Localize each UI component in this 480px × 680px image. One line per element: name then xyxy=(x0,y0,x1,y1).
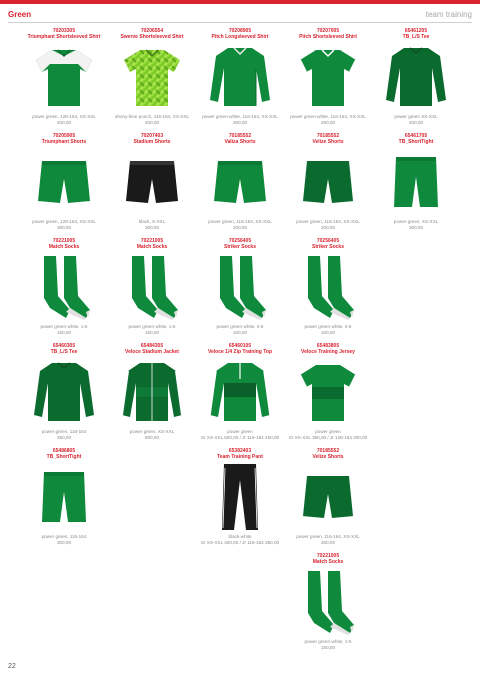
product-description: ebony-lime punch, 116-164, XS-XXL xyxy=(114,114,190,119)
product-price: 400,00 xyxy=(144,120,160,125)
jersey-lime-pattern-icon xyxy=(116,42,188,112)
product-card xyxy=(109,133,196,238)
product-price: 200,00 xyxy=(232,225,248,230)
product-description: power green, 116-164 xyxy=(41,534,87,539)
product-code: 70207403 xyxy=(140,133,164,139)
product-card xyxy=(21,448,108,553)
shorts-black-icon xyxy=(116,147,188,217)
product-code: 70207005 xyxy=(316,28,340,34)
product-name: Striker Socks xyxy=(312,244,344,250)
product-card xyxy=(197,28,284,133)
product-name: Veloce Stadium Jacket xyxy=(125,349,179,355)
product-price: 150,00 xyxy=(56,330,72,335)
shorts-dark-green-icon xyxy=(292,462,364,532)
page-number: 22 xyxy=(8,663,16,670)
product-name: Velize Shorts xyxy=(312,454,344,460)
product-price: 350,00 xyxy=(56,435,72,440)
shorts-green-icon xyxy=(28,147,100,217)
product-description: power green, 116-164, XS-XXL xyxy=(296,219,360,224)
longsleeve-tee-icon xyxy=(380,42,452,112)
shorts-dark-green-icon xyxy=(292,147,364,217)
product-description: power green-white, 1-5 xyxy=(128,324,176,329)
product-code: 65484305 xyxy=(140,343,164,349)
product-price: 800,00 xyxy=(144,435,160,440)
product-card xyxy=(285,133,372,238)
product-name: TB_ShortTight xyxy=(46,454,82,460)
product-code: 70208905 xyxy=(228,28,252,34)
product-code: 70185552 xyxy=(316,448,340,454)
product-code: 70221005 xyxy=(52,238,76,244)
product-description: power green-white, 0-5 xyxy=(304,324,352,329)
product-card xyxy=(285,343,372,448)
product-card xyxy=(109,343,196,448)
product-price: 300,00 xyxy=(144,225,160,230)
product-code: 65382403 xyxy=(228,448,252,454)
product-card xyxy=(285,238,372,343)
product-description: power green, 116-164 xyxy=(41,429,87,434)
zip-training-top-icon xyxy=(204,357,276,427)
product-price: 200,00 xyxy=(320,540,336,545)
product-code: 70221005 xyxy=(140,238,164,244)
shorts-green-icon xyxy=(204,147,276,217)
product-card xyxy=(109,238,196,343)
product-code: 70185552 xyxy=(316,133,340,139)
socks-icon xyxy=(116,252,188,322)
product-card xyxy=(285,28,372,133)
product-price: 350,00 xyxy=(56,225,72,230)
longsleeve-tee-icon xyxy=(28,357,100,427)
training-jersey-icon xyxy=(292,357,364,427)
product-name: Veloce Training Jersey xyxy=(301,349,355,355)
product-card xyxy=(197,133,284,238)
product-price: 100,00 xyxy=(232,330,248,335)
stadium-jacket-icon xyxy=(116,357,188,427)
product-price: 200,00 xyxy=(320,225,336,230)
section-title: Green xyxy=(8,10,32,19)
product-price: 100,00 xyxy=(320,330,336,335)
product-code: 70205905 xyxy=(52,133,76,139)
product-price: 150,00 xyxy=(320,645,336,650)
jersey-icon xyxy=(292,42,364,112)
product-description: power green xyxy=(227,429,253,434)
jersey-white-shoulders-icon xyxy=(28,42,100,112)
product-description: power green-white, 1-5 xyxy=(40,324,88,329)
product-card xyxy=(373,28,460,133)
product-name: Match Socks xyxy=(136,244,168,250)
product-name: TB_L/S Tee xyxy=(50,349,78,355)
product-card xyxy=(21,28,108,133)
product-code: 65461205 xyxy=(404,28,428,34)
product-description: power green-white, 1-5 xyxy=(304,639,352,644)
product-name: Pitch Longsleeved Shirt xyxy=(211,34,269,40)
product-code: 70206554 xyxy=(140,28,164,34)
product-card xyxy=(109,28,196,133)
product-name: Triumphant Shortsleeved Shirt xyxy=(27,34,101,40)
product-code: 65460105 xyxy=(228,343,252,349)
product-card xyxy=(21,133,108,238)
product-description: power green xyxy=(315,429,341,434)
product-description: power green-white, 116-164, XS-XXL xyxy=(290,114,366,119)
product-card xyxy=(197,343,284,448)
product-price: 400,00 xyxy=(408,120,424,125)
product-name: Triumphant Shorts xyxy=(41,139,87,145)
product-code: 65461705 xyxy=(404,133,428,139)
product-price: Sr XS-XXL 500,00 / Jr 116-164 450,00 xyxy=(200,435,280,440)
product-code: 65483805 xyxy=(316,343,340,349)
short-tight-icon xyxy=(28,462,100,532)
product-price: 150,00 xyxy=(144,330,160,335)
socks-icon xyxy=(292,567,364,637)
socks-icon xyxy=(292,252,364,322)
product-code: 70203305 xyxy=(52,28,76,34)
product-card xyxy=(197,238,284,343)
product-code: 65486805 xyxy=(52,448,76,454)
product-description: power green, XS-XXL xyxy=(393,219,439,224)
product-name: Striker Socks xyxy=(224,244,256,250)
product-description: black, S-XXL xyxy=(138,219,166,224)
socks-icon xyxy=(28,252,100,322)
product-card xyxy=(373,133,460,238)
product-card xyxy=(197,448,284,553)
product-name: TB_L/S Tee xyxy=(402,34,430,40)
product-description: power green, 116-164, XS-XXL xyxy=(208,219,272,224)
product-description: power green, 128-164, XS-XXL xyxy=(32,219,96,224)
product-description: power green-white, 0-5 xyxy=(216,324,264,329)
product-description: power green XS-XXL xyxy=(394,114,438,119)
product-description: power green, 116-164, XS-XXL xyxy=(296,534,360,539)
product-description: power green-white, 116-164, XS-XXL xyxy=(202,114,278,119)
product-code: 70185552 xyxy=(228,133,252,139)
product-price: 300,00 xyxy=(232,120,248,125)
product-name: Velize Shorts xyxy=(312,139,344,145)
product-name: Veloce 1/4 Zip Training Top xyxy=(207,349,273,355)
product-name: Valiza Shorts xyxy=(224,139,256,145)
product-name: TB_ShortTight xyxy=(398,139,434,145)
product-name: Match Socks xyxy=(48,244,80,250)
product-card xyxy=(21,238,108,343)
product-card xyxy=(285,553,372,658)
product-grid xyxy=(0,28,480,658)
product-description: black-white xyxy=(228,534,252,539)
product-description: power green, 128-164, XS-XXL xyxy=(32,114,96,119)
product-price: 300,00 xyxy=(56,540,72,545)
product-description: power green, XS-XXL xyxy=(129,429,175,434)
product-card xyxy=(285,448,372,553)
top-accent-bar xyxy=(0,0,480,4)
longsleeve-jersey-icon xyxy=(204,42,276,112)
product-name: Swerve Shortsleeved Shirt xyxy=(120,34,184,40)
product-code: 65460305 xyxy=(52,343,76,349)
product-price: Sr XS-XXL 400,00 / Jr 116-164 350,00 xyxy=(200,540,280,545)
section-category: team training xyxy=(425,10,472,19)
product-name: Stadium Shorts xyxy=(133,139,171,145)
product-code: 70256405 xyxy=(228,238,252,244)
product-price: 400,00 xyxy=(56,120,72,125)
product-price: 300,00 xyxy=(408,225,424,230)
training-pant-icon xyxy=(204,462,276,532)
short-tight-icon xyxy=(380,147,452,217)
header-divider xyxy=(8,22,472,23)
product-price: Sr XS-XXL 350,00 / Jr 128-164 300,00 xyxy=(288,435,368,440)
product-price: 250,00 xyxy=(320,120,336,125)
socks-icon xyxy=(204,252,276,322)
product-code: 70221005 xyxy=(316,553,340,559)
product-name: Pitch Shortsleeved Shirt xyxy=(299,34,357,40)
product-name: Team Training Pant xyxy=(217,454,263,460)
product-name: Match Socks xyxy=(312,559,344,565)
product-code: 70256405 xyxy=(316,238,340,244)
product-card xyxy=(21,343,108,448)
